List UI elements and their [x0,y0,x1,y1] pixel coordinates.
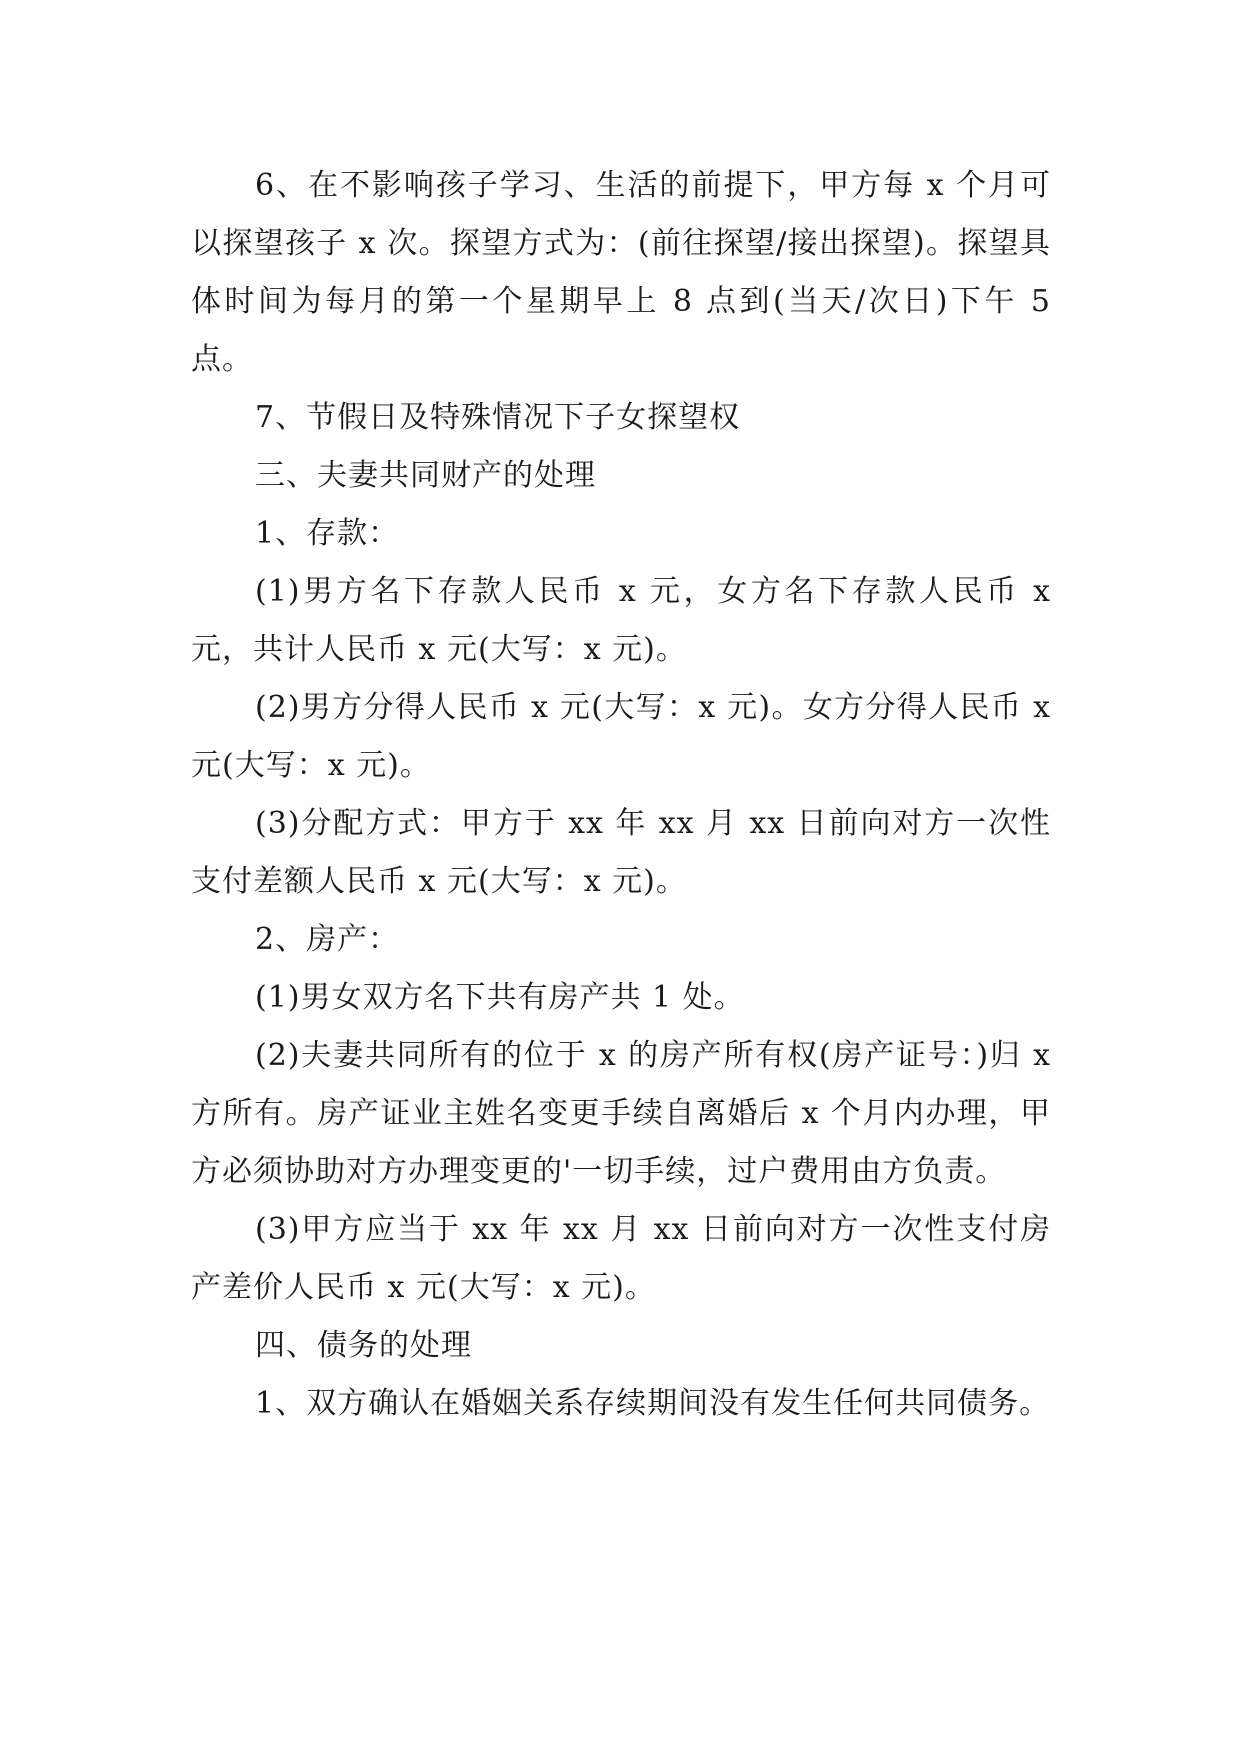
paragraph-property-count: (1)男女双方名下共有房产共 1 处。 [255,980,745,1015]
paragraph-deposit-payment: (3)分配方式：甲方于 xx 年 xx 月 xx 日前向对方一次性支付差额人民币 x 元(大写：x 元)。 [191,806,1051,899]
paragraph-holiday-visitation: 7、节假日及特殊情况下子女探望权 [255,400,741,435]
paragraph-visitation-schedule: 6、在不影响孩子学习、生活的前提下，甲方每 x 个月可以探望孩子 x 次。探望方式为：(前往探望/接出探望)。探望具体时间为每月的第一个星期早上 8 点到(当天/次日)下午 5 点。 [191,168,1051,377]
paragraph-no-joint-debt: 1、双方确认在婚姻关系存续期间没有发生任何共同债务。 [255,1386,1051,1421]
subheading-real-estate: 2、房产： [255,922,400,957]
section-heading-debts: 四、债务的处理 [255,1328,472,1363]
section-heading-joint-property: 三、夫妻共同财产的处理 [255,458,596,493]
paragraph-property-ownership: (2)夫妻共同所有的位于 x 的房产所有权(房产证号：)归 x 方所有。房产证业主姓名变更手续自离婚后 x 个月内办理，甲方必须协助对方办理变更的'一切手续，过户费用由方负责。 [191,1038,1051,1189]
document-body [191,157,1051,1433]
subheading-deposits: 1、存款： [255,516,400,551]
paragraph-deposit-totals: (1)男方名下存款人民币 x 元，女方名下存款人民币 x 元，共计人民币 x 元(大写：x 元)。 [191,574,1051,667]
paragraph-property-payment: (3)甲方应当于 xx 年 xx 月 xx 日前向对方一次性支付房产差价人民币 x 元(大写：x 元)。 [191,1212,1051,1305]
paragraph-deposit-shares: (2)男方分得人民币 x 元(大写：x 元)。女方分得人民币 x 元(大写：x 元)。 [191,690,1051,783]
